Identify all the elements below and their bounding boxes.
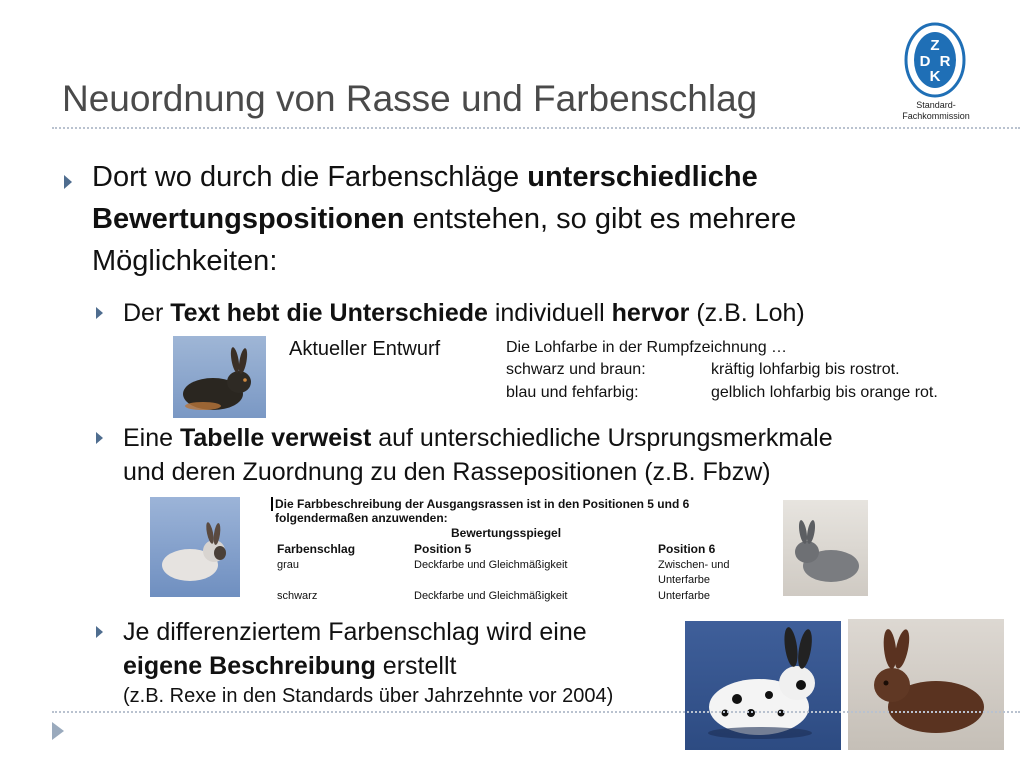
logo-caption [890,100,982,122]
table-caption: Bewertungsspiegel [451,526,562,540]
rabbit-grey-image [783,500,868,596]
table-row-1-col1: grau [277,559,300,571]
evaluation-table-excerpt [271,495,761,605]
sub3-text-c: erstellt [375,652,457,680]
logo-letter-z: Z [930,37,940,54]
logo-caption-line2: Fachkommission [902,111,970,121]
sub-arrow-icon [96,626,103,638]
table-row-1-col2: Deckfarbe und Gleichmäßigkeit [414,559,568,571]
sub3-text-d: (z.B. Rexe in den Standards über Jahrzehnte vor 2004) [123,685,614,707]
sub-bullet-3 [123,615,683,709]
table-header-col1: Farbenschlag [277,542,356,556]
table-row-2-col3: Unterfarbe [658,590,710,602]
sub2-text-b: Tabelle verweist [179,424,372,452]
sub-bullet-2 [123,421,1003,489]
footer-divider [52,711,1020,713]
sub1-text-b: Text hebt die Unterschiede [170,299,488,327]
title-divider [52,127,1020,129]
rabbit-photo-rex-brown [848,619,1004,750]
logo-letter-k: K [929,68,941,85]
rabbit-rex-spotted-image [685,621,841,750]
rabbit-photo-fbzw-left [150,497,240,597]
draft-label: Aktueller Entwurf [289,338,441,360]
zdrk-seal-icon [904,22,966,98]
table-header-col2: Position 5 [414,542,472,556]
sub2-text-c: auf unterschiedliche Ursprungsmerkmale [371,424,833,452]
bullet-arrow-icon [64,175,72,189]
sub3-text-a: Je differenziertem Farbenschlag wird eine [123,618,587,646]
logo-letter-d: D [919,53,931,70]
loh-row-1-value: kräftig lohfarbig bis rostrot. [711,361,900,378]
text-cursor-mark [271,497,273,511]
sub1-text-e: (z.B. Loh) [689,299,805,327]
sub-arrow-icon [96,432,103,444]
rabbit-rex-brown-image [848,619,1004,750]
loh-row-1-label: schwarz und braun: [506,361,646,378]
loh-row-2-label: blau und fehfarbig: [506,384,639,401]
bullet1-text-e: Möglichkeiten: [92,245,278,277]
bullet-main-1 [92,156,992,282]
sub-arrow-icon [96,307,103,319]
bullet1-text-a: Dort wo durch die Farbenschläge [92,161,528,193]
sub3-text-b: eigene Beschreibung [123,652,376,680]
rabbit-marten-image [150,497,240,597]
bullet1-text-c: Bewertungspositionen [92,203,405,235]
sub-bullet-1 [123,296,1003,330]
rabbit-photo-fbzw-right [783,500,868,596]
bullet1-text-d: entstehen, so gibt es mehrere [404,203,797,235]
slide-nav-arrow-icon[interactable] [52,722,64,740]
rabbit-loh-image [173,336,266,418]
loh-description-title: Die Lohfarbe in der Rumpfzeichnung … [506,339,788,356]
logo-letter-r: R [939,53,951,70]
logo-caption-line1: Standard- [916,100,956,110]
sub1-text-d: hervor [611,299,690,327]
loh-row-2-value: gelblich lohfarbig bis orange rot. [711,384,938,401]
slide-title: Neuordnung von Rasse und Farbenschlag [62,78,758,119]
table-row-2-col2: Deckfarbe und Gleichmäßigkeit [414,590,568,602]
sub1-text-c: individuell [487,299,612,327]
bullet1-text-b: unterschiedliche [527,161,758,193]
table-row-1-col3a: Zwischen- und [658,559,730,571]
rabbit-photo-rex-spotted [685,621,841,750]
sub2-text-d: und deren Zuordnung zu den Rassepositionen (z.B. Fbzw) [123,458,771,486]
rabbit-photo-loh [173,336,266,418]
zdrk-logo [904,22,966,98]
sub2-text-a: Eine [123,424,180,452]
table-row-2-col1: schwarz [277,590,318,602]
table-header-col3: Position 6 [658,542,716,556]
table-row-1-col3b: Unterfarbe [658,574,710,586]
sub1-text-a: Der [123,299,171,327]
table-intro-line2: folgendermaßen anzuwenden: [275,511,448,525]
table-intro-line1: Die Farbbeschreibung der Ausgangsrassen ist in den Positionen 5 und 6 [275,497,690,511]
